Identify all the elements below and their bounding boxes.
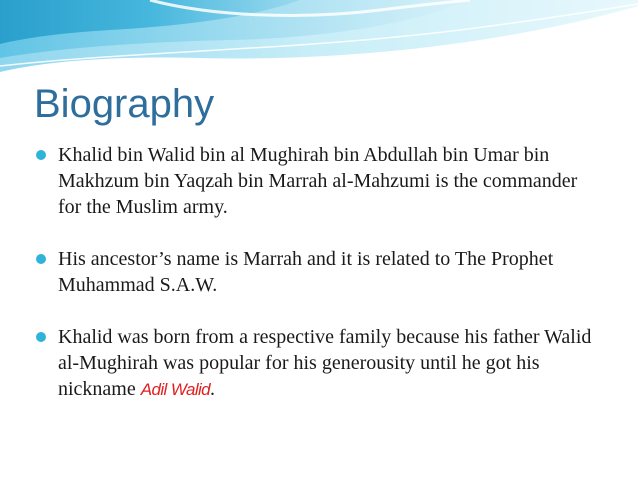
bullet-text: Khalid bin Walid bin al Mughirah bin Abdullah bin Umar bin Makhzum bin Yaqzah bin Marrah al-Mahzumi is the commander for the Muslim army. bbox=[58, 144, 578, 218]
bullet-dot-icon bbox=[36, 332, 46, 342]
nickname-highlight: Adil Walid bbox=[140, 380, 211, 399]
slide-title: Biography bbox=[34, 82, 215, 126]
bullet-text: His ancestor’s name is Marrah and it is related to The Prophet Muhammad S.A.W. bbox=[58, 248, 554, 296]
bullet-dot-icon bbox=[36, 150, 46, 160]
bullet-item bbox=[36, 246, 596, 298]
bullet-text: Khalid was born from a respective family because his father Walid al-Mughirah was popular for his generousity until he got his nickname bbox=[58, 326, 592, 400]
bullet-item bbox=[36, 142, 596, 220]
bullet-suffix: . bbox=[210, 378, 216, 400]
bullet-dot-icon bbox=[36, 254, 46, 264]
bullet-list bbox=[36, 142, 596, 403]
bullet-item bbox=[36, 324, 596, 403]
wave-banner-decoration bbox=[0, 0, 638, 80]
